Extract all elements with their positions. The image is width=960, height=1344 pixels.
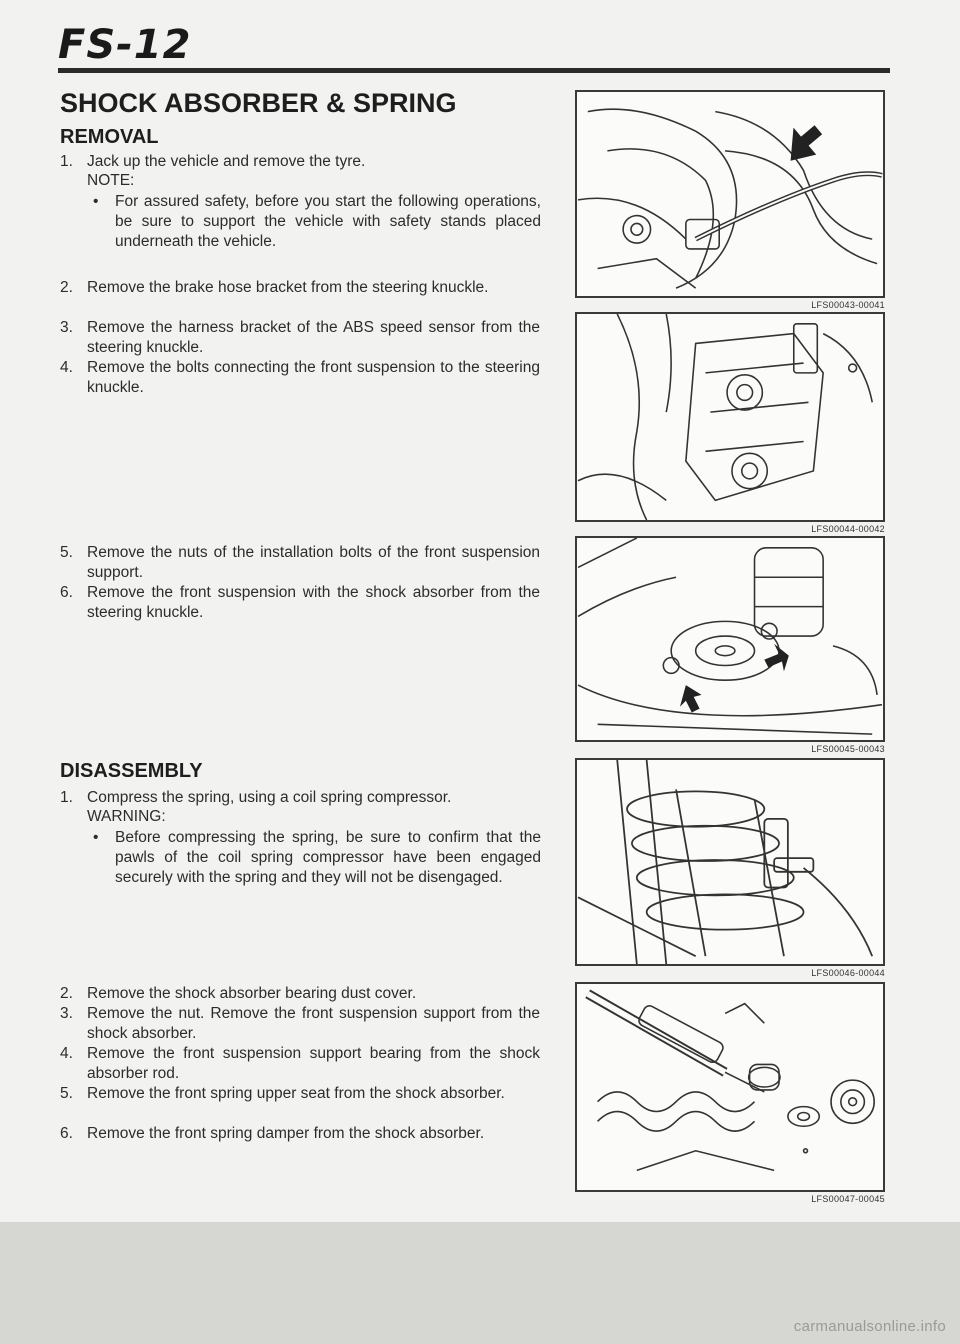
note-label: NOTE:	[87, 172, 135, 189]
step-text: Remove the bolts connecting the front suspension to the steering knuckle.	[87, 359, 540, 396]
note-bullet	[93, 192, 541, 252]
removal-step-6	[60, 583, 540, 623]
step-number: 2.	[60, 279, 73, 296]
figure-2-illustration	[577, 314, 883, 520]
step-text: Remove the brake hose bracket from the steering knuckle.	[87, 279, 489, 296]
step-number: 3.	[60, 319, 73, 336]
figure-exploded-parts	[575, 982, 885, 1192]
bullet-dot: •	[93, 193, 99, 210]
figure-1-illustration	[577, 92, 883, 296]
step-text: Remove the front spring upper seat from the shock absorber.	[87, 1085, 505, 1102]
figure-knuckle-bolts	[575, 312, 885, 522]
step-number: 6.	[60, 584, 73, 601]
figure-3-code: LFS00045-00043	[811, 744, 885, 754]
figure-5-code: LFS00047-00045	[811, 1194, 885, 1204]
figure-1-code: LFS00043-00041	[811, 300, 885, 310]
figure-brake-hose-bracket	[575, 90, 885, 298]
step-number: 3.	[60, 1005, 73, 1022]
disassembly-step-1	[60, 788, 540, 808]
figure-support-nuts	[575, 536, 885, 742]
step-text: Remove the harness bracket of the ABS speed sensor from the steering knuckle.	[87, 319, 540, 356]
step-text: Remove the shock absorber bearing dust cover.	[87, 985, 417, 1002]
disassembly-step-3	[60, 1004, 540, 1044]
step-number: 4.	[60, 359, 73, 376]
warning-text: Before compressing the spring, be sure to confirm that the pawls of the coil spring compressor have been engaged securely with the spring and they will not be disengaged.	[115, 829, 541, 886]
warning-bullet	[93, 828, 541, 888]
step-text: Remove the front suspension with the shock absorber from the steering knuckle.	[87, 584, 540, 621]
figure-4-illustration	[577, 760, 883, 964]
step-text: Remove the nut. Remove the front suspension support from the shock absorber.	[87, 1005, 540, 1042]
disassembly-step-2	[60, 984, 540, 1004]
figure-spring-compressor	[575, 758, 885, 966]
step-number: 5.	[60, 544, 73, 561]
removal-step-4	[60, 358, 540, 398]
watermark: carmanualsonline.info	[793, 1318, 946, 1335]
figure-2-code: LFS00044-00042	[811, 524, 885, 534]
step-number: 4.	[60, 1045, 73, 1062]
removal-step-1	[60, 152, 540, 172]
warning-label: WARNING:	[87, 808, 166, 825]
step-text: Compress the spring, using a coil spring compressor.	[87, 789, 452, 806]
step-text: Remove the nuts of the installation bolts of the front suspension support.	[87, 544, 540, 581]
step-number: 2.	[60, 985, 73, 1002]
header-rule	[58, 68, 890, 73]
figure-5-illustration	[577, 984, 883, 1190]
page-code: FS-12	[58, 22, 192, 68]
bullet-dot: •	[93, 829, 99, 846]
step-number: 1.	[60, 789, 73, 806]
disassembly-title: DISASSEMBLY	[60, 760, 203, 782]
removal-step-3	[60, 318, 540, 358]
removal-step-2	[60, 278, 540, 298]
removal-step-5	[60, 543, 540, 583]
step-number: 6.	[60, 1125, 73, 1142]
step-text: Remove the front spring damper from the shock absorber.	[87, 1125, 485, 1142]
figure-3-illustration	[577, 538, 883, 740]
step-text: Jack up the vehicle and remove the tyre.	[87, 153, 366, 170]
step-number: 1.	[60, 153, 73, 170]
disassembly-step-6	[60, 1124, 540, 1144]
section-title: SHOCK ABSORBER & SPRING	[60, 88, 457, 118]
note-text: For assured safety, before you start the following operations, be sure to support the vehicle with safety stands placed underneath the vehicle.	[115, 193, 541, 250]
disassembly-step-5	[60, 1084, 540, 1104]
removal-title: REMOVAL	[60, 126, 159, 148]
disassembly-step-4	[60, 1044, 540, 1084]
step-number: 5.	[60, 1085, 73, 1102]
figure-4-code: LFS00046-00044	[811, 968, 885, 978]
step-text: Remove the front suspension support bearing from the shock absorber rod.	[87, 1045, 540, 1082]
